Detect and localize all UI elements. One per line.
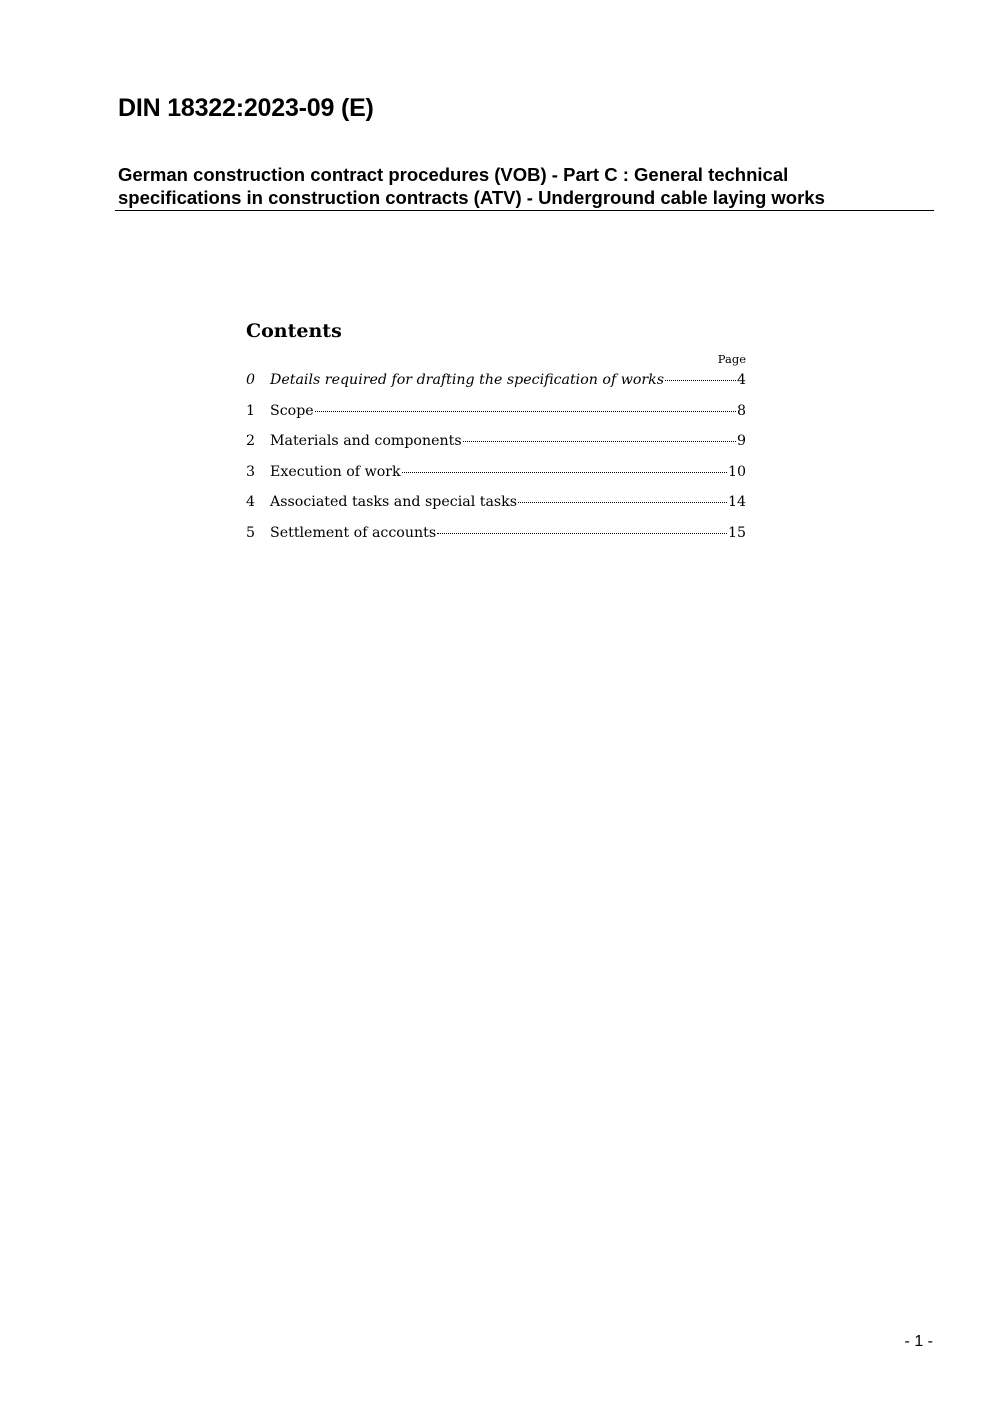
toc-entry-page[interactable]: 9 xyxy=(736,433,746,449)
title-divider xyxy=(115,210,934,211)
table-of-contents xyxy=(246,320,746,555)
toc-entry-page[interactable]: 15 xyxy=(727,524,746,541)
toc-entry-number: 2 xyxy=(246,433,256,449)
toc-entry-title[interactable]: Associated tasks and special tasks xyxy=(270,494,518,510)
toc-entry-number: 3 xyxy=(246,463,256,480)
toc-entry-page[interactable]: 10 xyxy=(727,463,746,480)
toc-list xyxy=(246,372,746,555)
page-number: - 1 - xyxy=(904,1333,933,1350)
toc-entry-title[interactable]: Execution of work xyxy=(270,463,401,480)
toc-dot-leader xyxy=(665,380,736,381)
toc-entry-title[interactable]: Materials and components xyxy=(270,433,462,449)
toc-entry-page[interactable]: 8 xyxy=(736,402,746,419)
toc-dot-leader xyxy=(315,411,736,412)
toc-dot-leader xyxy=(437,533,727,534)
toc-entry-number: 0 xyxy=(246,372,256,388)
toc-entry-number: 4 xyxy=(246,494,256,510)
document-id: DIN 18322:2023-09 (E) xyxy=(118,94,374,122)
toc-entry-title[interactable]: Scope xyxy=(270,402,314,419)
toc-heading: Contents xyxy=(246,320,342,342)
toc-entry-page[interactable]: 14 xyxy=(727,494,746,510)
toc-entry-4[interactable] xyxy=(246,494,746,525)
toc-dot-leader xyxy=(463,441,736,442)
toc-entry-2[interactable] xyxy=(246,433,746,464)
toc-entry-number: 5 xyxy=(246,524,256,541)
toc-dot-leader xyxy=(402,472,727,473)
document-title xyxy=(118,163,918,209)
toc-entry-title[interactable]: Settlement of accounts xyxy=(270,524,437,541)
document-title-line-2: specifications in construction contracts (ATV) - Underground cable laying works xyxy=(118,187,825,208)
toc-entry-3[interactable] xyxy=(246,464,746,495)
toc-entry-number: 1 xyxy=(246,402,256,419)
toc-entry-title[interactable]: Details required for drafting the specification of works xyxy=(270,372,665,388)
toc-page-column-label: Page xyxy=(717,352,746,366)
document-title-line-1: German construction contract procedures (VOB) - Part C : General technical xyxy=(118,164,789,185)
toc-dot-leader xyxy=(518,502,727,503)
toc-entry-0[interactable] xyxy=(246,372,746,403)
toc-entry-page[interactable]: 4 xyxy=(736,372,746,388)
toc-entry-5[interactable] xyxy=(246,525,746,556)
toc-entry-1[interactable] xyxy=(246,403,746,434)
